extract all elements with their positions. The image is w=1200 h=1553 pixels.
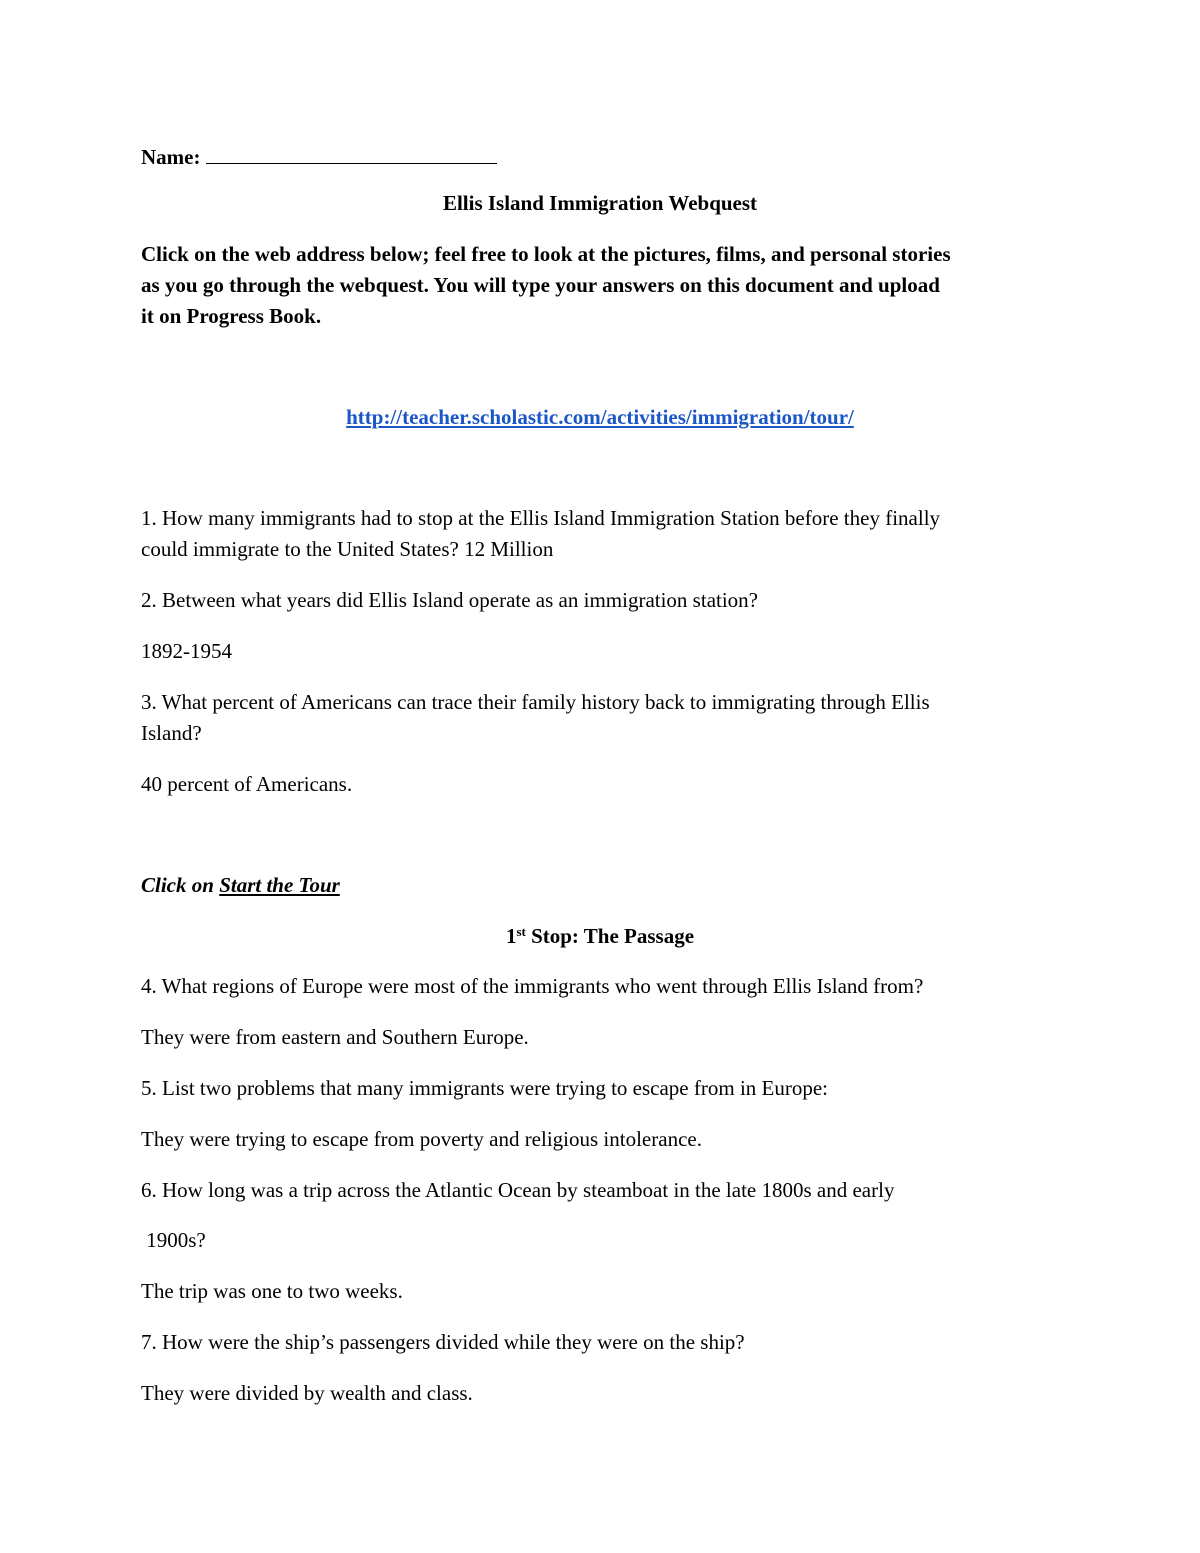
- tour-prefix: Click on: [141, 873, 214, 897]
- name-line: [141, 143, 497, 170]
- section-title: Stop: The Passage: [525, 924, 695, 948]
- question-2-answer: 1892-1954: [141, 639, 232, 663]
- tour-instruction: [141, 872, 340, 898]
- section-number: 1: [505, 924, 517, 948]
- question-6-line-2: 1900s?: [141, 1228, 206, 1252]
- question-5-answer: They were trying to escape from poverty and religious intolerance.: [141, 1127, 702, 1151]
- question-4-line-1: 4. What regions of Europe were most of the immigrants who went through Ellis Island from?: [141, 974, 924, 998]
- question-7-answer: They were divided by wealth and class.: [141, 1381, 473, 1405]
- question-6-answer: The trip was one to two weeks.: [141, 1279, 403, 1303]
- question-7-line-1: 7. How were the ship’s passengers divided while they were on the ship?: [141, 1330, 745, 1354]
- question-4-answer: They were from eastern and Southern Europe.: [141, 1025, 529, 1049]
- start-tour-link[interactable]: Start the Tour: [219, 873, 340, 897]
- question-2-line-1: 2. Between what years did Ellis Island operate as an immigration station?: [141, 588, 758, 612]
- question-3-line-2: Island?: [141, 721, 202, 745]
- name-label: Name:: [141, 145, 201, 169]
- question-1-line-1: 1. How many immigrants had to stop at the Ellis Island Immigration Station before they finally: [141, 506, 941, 530]
- question-5-line-1: 5. List two problems that many immigrants were trying to escape from in Europe:: [141, 1076, 829, 1100]
- question-3-answer: 40 percent of Americans.: [141, 772, 353, 796]
- question-3-line-1: 3. What percent of Americans can trace their family history back to immigrating through Ellis: [141, 690, 930, 714]
- question-1-line-2: could immigrate to the United States? 12 Million: [141, 537, 554, 561]
- link-line: [0, 404, 1200, 430]
- instructions-line-3: it on Progress Book.: [141, 304, 322, 328]
- webquest-link[interactable]: http://teacher.scholastic.com/activities/immigration/tour/: [346, 405, 854, 429]
- name-blank-field[interactable]: [206, 143, 497, 164]
- question-6-line-1: 6. How long was a trip across the Atlantic Ocean by steamboat in the late 1800s and early: [141, 1178, 895, 1202]
- section-ordinal-suffix: st: [516, 924, 526, 939]
- instructions-line-2: as you go through the webquest. You will type your answers on this document and upload: [141, 273, 940, 297]
- document-title: Ellis Island Immigration Webquest: [442, 191, 758, 215]
- section-heading: [0, 923, 1200, 949]
- instructions-line-1: Click on the web address below; feel free to look at the pictures, films, and personal stories: [141, 242, 951, 266]
